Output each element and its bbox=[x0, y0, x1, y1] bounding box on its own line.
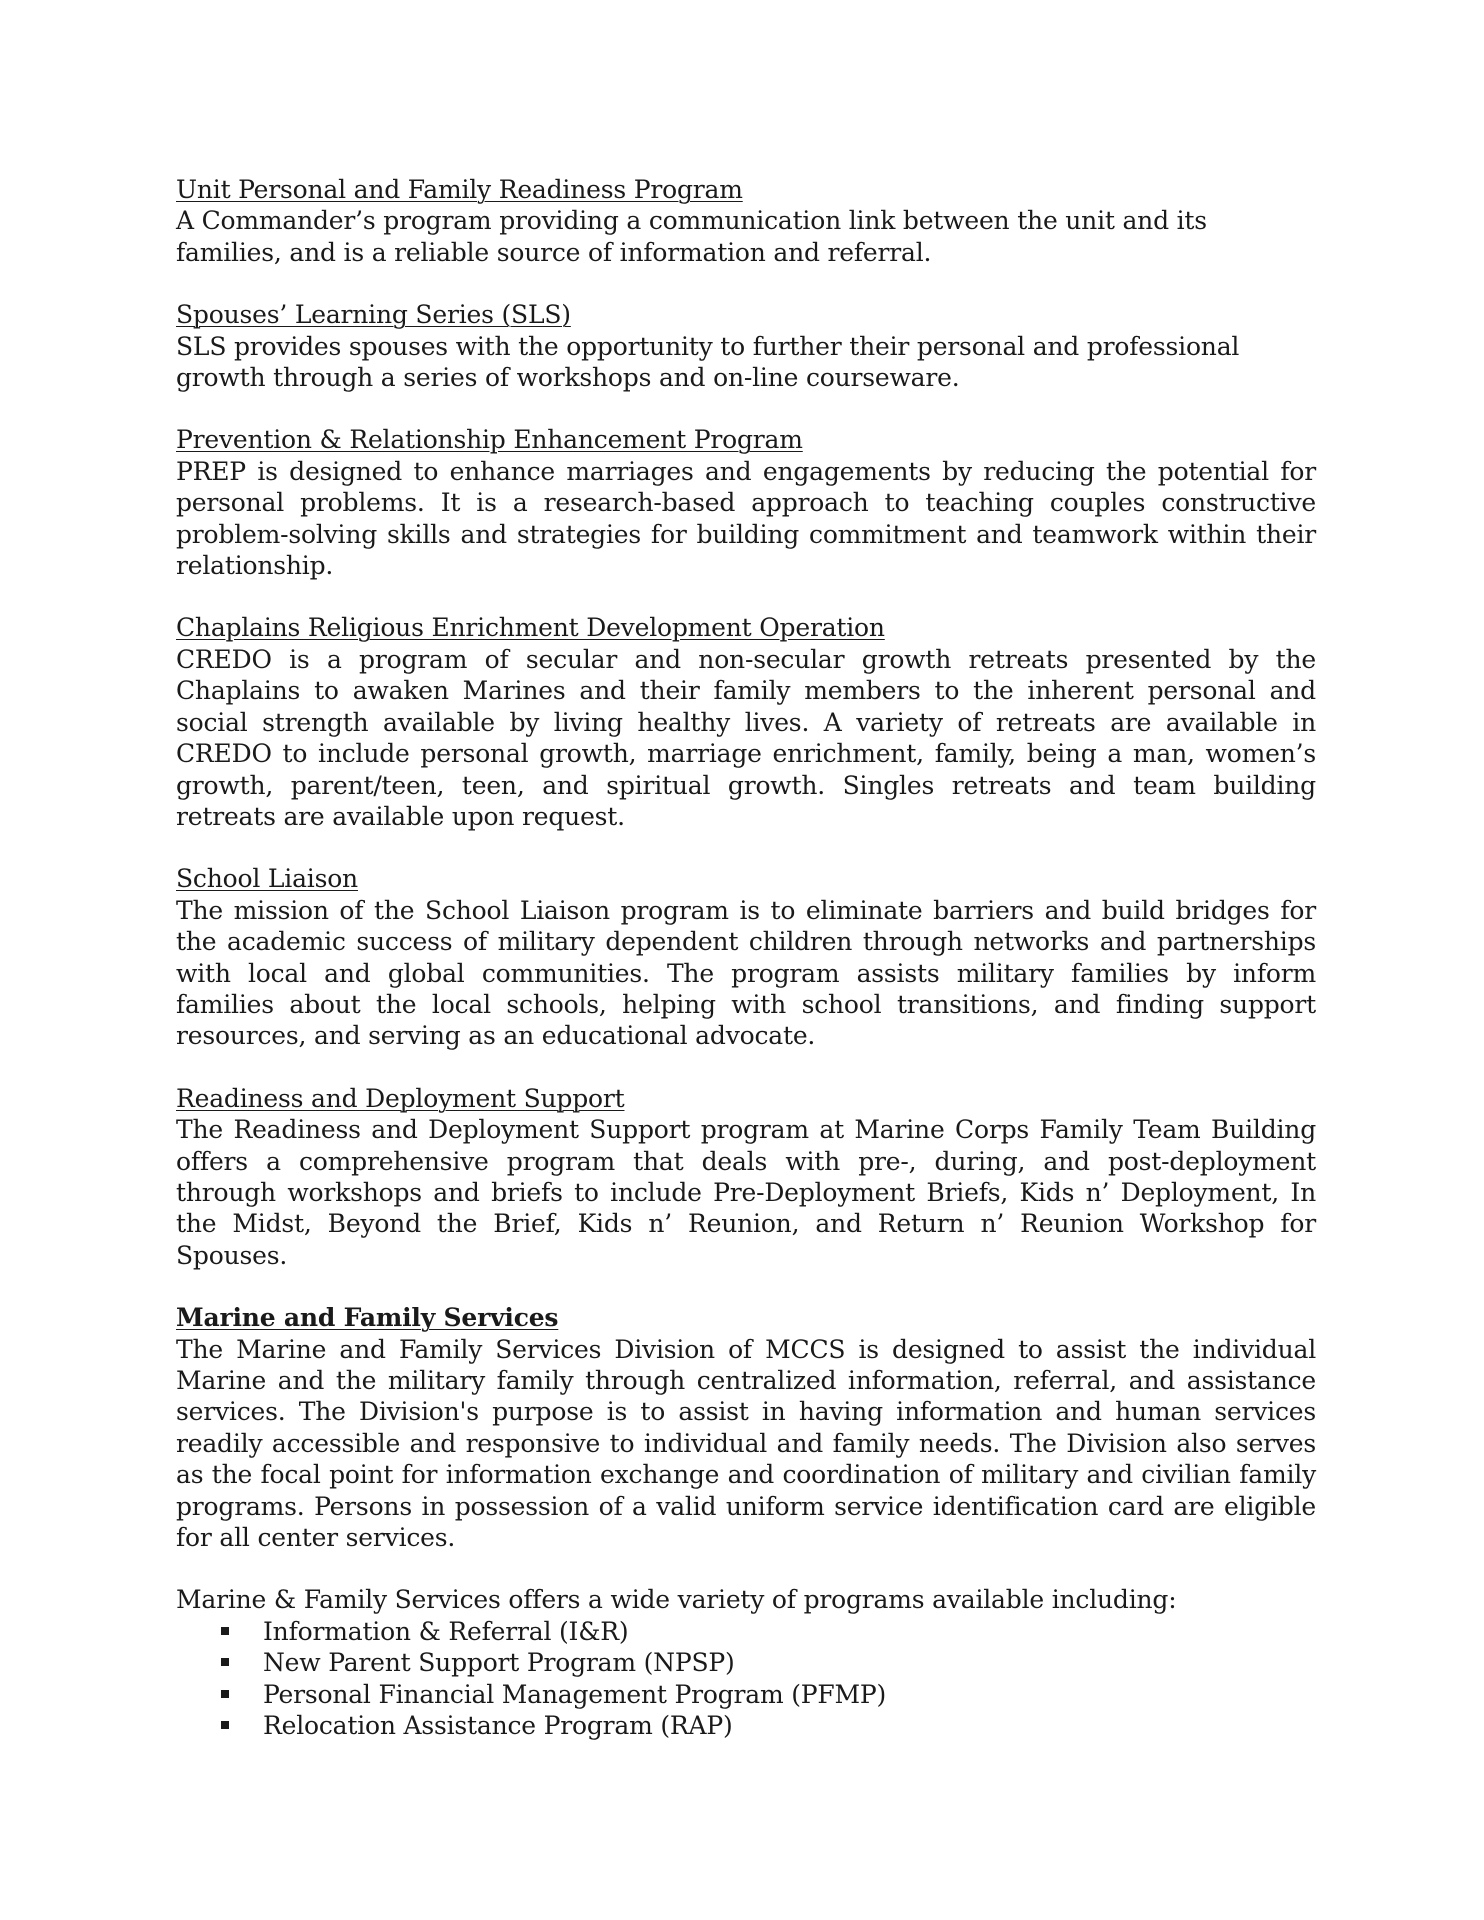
square-bullet-icon bbox=[221, 1690, 229, 1698]
section-school-liaison bbox=[176, 863, 1316, 1051]
list-item bbox=[221, 1647, 1316, 1678]
section-body: PREP is designed to enhance marriages and engagements by reducing the potential for personal problems. It is a research-based approach to teaching couples constructive problem-solving skills and strategies for building commitment and teamwork within their relationship. bbox=[176, 456, 1316, 581]
section-heading: School Liaison bbox=[176, 864, 358, 894]
list-item-label: Relocation Assistance Program (RAP) bbox=[263, 1711, 733, 1741]
section-unit-readiness bbox=[176, 174, 1316, 268]
square-bullet-icon bbox=[221, 1658, 229, 1666]
list-item-label: Information & Referral (I&R) bbox=[263, 1616, 629, 1646]
list-item-label: Personal Financial Management Program (PFMP) bbox=[263, 1679, 887, 1709]
document-page bbox=[176, 174, 1316, 1741]
section-heading: Chaplains Religious Enrichment Development Operation bbox=[176, 613, 885, 643]
list-item bbox=[221, 1710, 1316, 1741]
section-heading: Spouses’ Learning Series (SLS) bbox=[176, 300, 571, 330]
section-body: A Commander’s program providing a communication link between the unit and its families, and is a reliable source of information and referral. bbox=[176, 206, 1207, 267]
section-body: SLS provides spouses with the opportunity to further their personal and professional growth through a series of workshops and on-line courseware. bbox=[176, 331, 1240, 393]
section-heading: Readiness and Deployment Support bbox=[176, 1083, 625, 1113]
section-body: The Marine and Family Services Division of MCCS is designed to assist the individual Marine and the military family through centralized information, referral, and assistance services. The Division's purpose is to assist in having information and human services readily accessible and responsive to individual and family needs. The Division also serves as the focal point for information exchange and coordination of military and civilian family programs. Persons in possession of a valid uniform service identification card are eligible for all center services. bbox=[176, 1334, 1316, 1553]
section-heading: Prevention & Relationship Enhancement Program bbox=[176, 425, 803, 455]
section-heading: Unit Personal and Family Readiness Program bbox=[176, 175, 743, 204]
section-body: The mission of the School Liaison program is to eliminate barriers and build bridges for the academic success of military dependent children through networks and partnerships with local and global communities. The program assists military families by inform families about the local schools, helping with school transitions, and finding support resources, and serving as an educational advocate. bbox=[176, 895, 1316, 1051]
programs-block bbox=[176, 1584, 1316, 1741]
programs-list bbox=[176, 1616, 1316, 1742]
section-body: CREDO is a program of secular and non-secular growth retreats presented by the Chaplains to awaken Marines and their family members to the inherent personal and social strength available by living healthy lives. A variety of retreats are available in CREDO to include personal growth, marriage enrichment, family, being a man, women’s growth, parent/teen, teen, and spiritual growth. Singles retreats and team building retreats are available upon request. bbox=[176, 644, 1316, 831]
list-item bbox=[221, 1616, 1316, 1647]
section-body: The Readiness and Deployment Support program at Marine Corps Family Team Building offers a comprehensive program that deals with pre-, during, and post-deployment through workshops and briefs to include Pre-Deployment Briefs, Kids n’ Deployment, In the Midst, Beyond the Brief, Kids n’ Reunion, and Return n’ Reunion Workshop for Spouses. bbox=[176, 1115, 1316, 1270]
programs-intro: Marine & Family Services offers a wide variety of programs available including: bbox=[176, 1585, 1177, 1615]
section-marine-family-services bbox=[176, 1302, 1316, 1553]
square-bullet-icon bbox=[221, 1721, 229, 1729]
section-spouses-learning-series bbox=[176, 299, 1316, 393]
section-heading: Marine and Family Services bbox=[176, 1303, 559, 1333]
section-readiness-deployment bbox=[176, 1083, 1316, 1271]
list-item-label: New Parent Support Program (NPSP) bbox=[263, 1648, 735, 1678]
square-bullet-icon bbox=[221, 1627, 229, 1635]
list-item bbox=[221, 1679, 1316, 1710]
section-credo bbox=[176, 612, 1316, 832]
section-prep bbox=[176, 424, 1316, 581]
